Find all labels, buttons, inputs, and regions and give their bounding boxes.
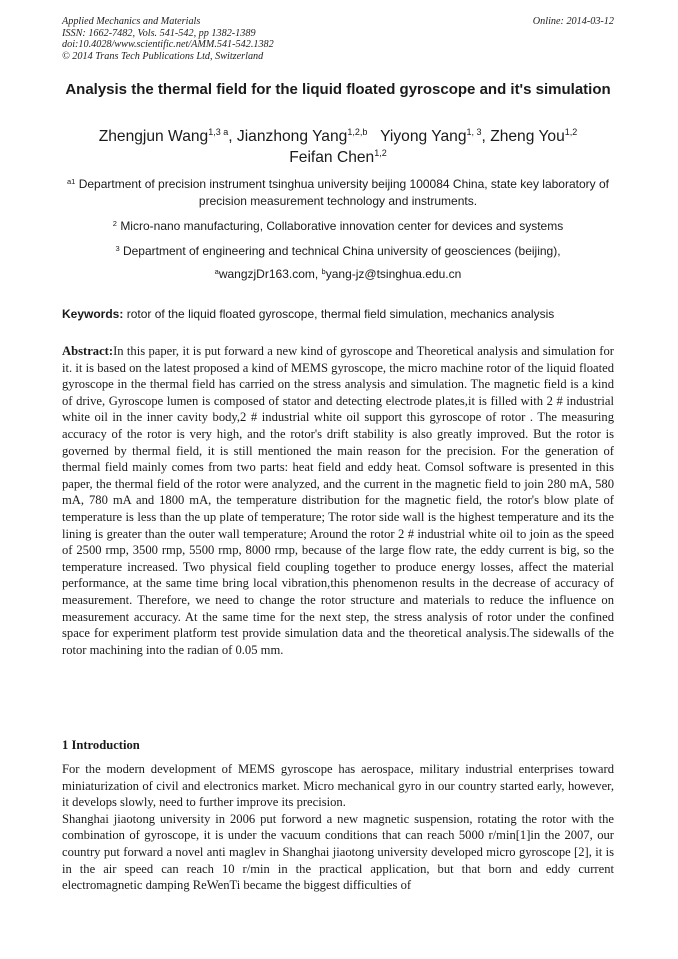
section-heading-introduction: 1 Introduction [62, 738, 140, 752]
affiliation-sup: a1 [67, 177, 76, 186]
introduction-body [62, 761, 614, 894]
email-b: yang-jz@tsinghua.edu.cn [325, 267, 462, 281]
author-sup: 1,3 a [208, 127, 229, 137]
keywords [62, 306, 614, 322]
author-name: Yiyong Yang [380, 128, 467, 145]
abstract-text: In this paper, it is put forward a new kind of gyroscope and Theoretical analysis and simulation for it. it is based on the latest proposed a kind of MEMS gyroscope, the micro machine rotor of the liquid floated gyroscope in the thermal field has carried on the stress analysis and simulation. The magnetic field is a kind of drive, Gyroscope lumen is composed of stator and detecting electrode plates,it is filled with 2 # industrial white oil in the inner cavity body,2 # industrial white oil support this gyroscope of rotor . The measuring accuracy of the rotor is very high, and the rotor's drift stability is also greatly improved. But the rotor is governed by thermal field, it is still mentioned the main reason for the precision. For the generation of thermal field mainly comes from two parts: heat field and eddy heat. Comsol software is presented in this paper, the thermal field of the rotor were analyzed, and the current in the magnetic field to join 280 mA, 580 mA, 780 mA and 1800 mA, the temperature distribution for the magnetic field, the rotor's blow plate of temperature is less than the up plate of temperature; The rotor side wall is the highest temperature and its the lining is greater than the outer wall temperature; Around the rotor 2 # industrial white oil to join as the speed of 2500 rmp, 3500 rmp, 5500 rmp, 8000 rmp, because of the large flow rate, the eddy current is big, so the temperature increased. Two physical field coupling together to produce energy losses, affect the material performance, at the same time bring local vibration,this phenomenon results in the decrease of accuracy of measurement. Therefore, we need to change the rotor structure and materials to reduce the influence on measurement accuracy. At the same time for the next step, the stress analysis of rotor under the confined space for experiment platform test provide simulation data and the theoretical analysis.The sidewalls of the rotor machining into the radian of 0.05 mm. [62, 344, 614, 657]
affiliation-3: $^3$ Department of engineering and technical China university of geosciences (beijing), [115, 244, 561, 258]
author-sup: 1,2 [374, 148, 387, 158]
intro-paragraph-2: Shanghai jiaotong university in 2006 put forword a new magnetic suspension, rotating the rotor with the combination of gyroscope, it is under the vacuum conditions that can reach 5000 r/min[1]in the 2007, our country put forward a novel anti maglev in Shanghai jiaotong university developed micro gyroscope [2], it is in the air speed can reach 10 r/min in the practical application, but that born and eddy current electromagnetic damping ReWenTi became the biggest difficulties of [62, 811, 614, 893]
author-sup: 1,2,b [347, 127, 368, 137]
keywords-text: rotor of the liquid floated gyroscope, thermal field simulation, mechanics analysis [126, 307, 555, 321]
author-name: Jianzhong Yang [236, 128, 348, 145]
issn-line: ISSN: 1662-7482, Vols. 541-542, pp 1382-1389 [62, 27, 256, 39]
journal-name: Applied Mechanics and Materials [62, 16, 201, 27]
author-line-1: Zhengjun Wang$^{1,3 a}$, Jianzhong Yang$^{1,2,b}$ Yiyong Yang$^{1, 3}$, Zheng You$^{1,2}$ [98, 127, 578, 145]
copyright-line: © 2014 Trans Tech Publications Ltd, Switzerland [62, 50, 264, 62]
author-sup: 1, 3 [466, 127, 482, 137]
author-sup: 1,2 [564, 127, 578, 137]
abstract [62, 343, 614, 658]
affiliation-1: $^{a1}$ Department of precision instrument tsinghua university beijing 100084 China, state key laboratory of precision measurement technology and instruments. [67, 177, 609, 208]
keywords-label: Keywords: [62, 307, 124, 321]
journal-header [62, 16, 274, 62]
author-name: Zhengjun Wang [98, 128, 209, 145]
online-date: Online: 2014-03-12 [532, 16, 614, 27]
abstract-label: Abstract: [62, 344, 114, 358]
paper-title: Analysis the thermal field for the liquid floated gyroscope and it's simulation [65, 81, 611, 98]
email-line: $^a$wangzjDr163.com, $^b$yang-jz@tsinghua.edu.cn [214, 267, 462, 281]
author-line-2 [62, 147, 614, 168]
email-a: wangzjDr163.com, [218, 267, 322, 281]
doi-line: doi:10.4028/www.scientific.net/AMM.541-542.1382 [62, 39, 274, 51]
affiliation-sup: 2 [112, 219, 117, 228]
author-name: Zheng You [490, 128, 565, 145]
author-name: Feifan Chen [289, 149, 375, 166]
affiliation-sup: 3 [115, 244, 120, 253]
author-list [62, 126, 614, 168]
affiliation-2: $^2$ Micro-nano manufacturing, Collaborative innovation center for devices and systems [112, 219, 564, 233]
intro-paragraph-1: For the modern development of MEMS gyroscope has aerospace, military industrial enterprises toward miniaturization of civil and electronics market. Micro mechanical gyro in our country started early, however, it develops slowly, need to further improve its precision. [62, 762, 614, 810]
